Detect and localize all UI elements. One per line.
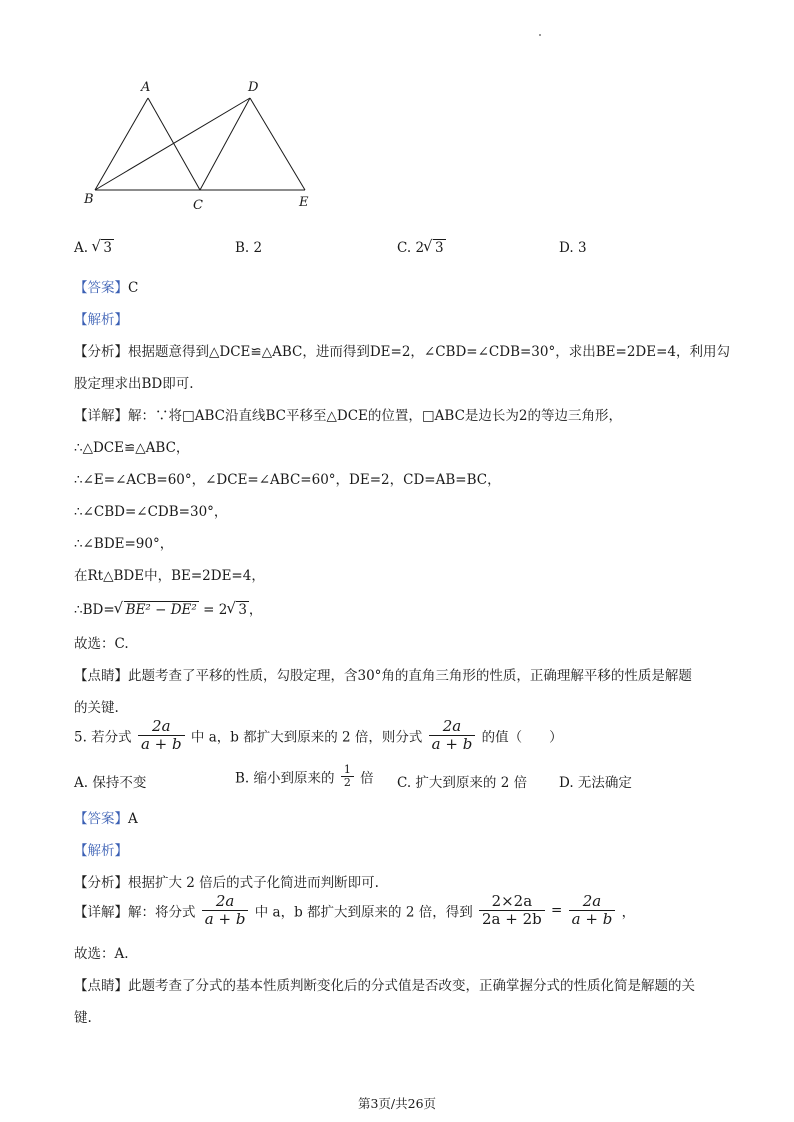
label-E: E bbox=[299, 195, 309, 210]
q5-option-a: A. 保持不变 bbox=[74, 775, 147, 791]
segment-AC bbox=[148, 98, 200, 190]
segment-CD bbox=[200, 98, 250, 190]
q5-comment-line2: 键. bbox=[74, 1010, 92, 1026]
q4-comment-line2: 的关键. bbox=[74, 700, 119, 716]
q5-detail: 【详解】解：将分式 $\frac{2a}{a + b}$ 中 a，b 都扩大到原来的 2 倍，得到 $\frac{2\times 2a}{2a + 2b}$ = $\frac{2a}{a + b}$ ， bbox=[74, 892, 636, 928]
segment-BD bbox=[95, 98, 250, 190]
q5-stem: 5. 若分式 $\frac{2a}{a + b}$ 中 a，b 都扩大到原来的 2 倍，则分式 $\frac{2a}{a + b}$ 的值（ ） bbox=[74, 717, 563, 753]
q5-analysis-tag: 【解析】 bbox=[74, 843, 128, 859]
segment-DE bbox=[250, 98, 305, 190]
q4-step4: ∴∠BDE=90°， bbox=[74, 536, 174, 552]
segment-BA bbox=[95, 98, 148, 190]
q5-comment-line1: 【点睛】此题考查了分式的基本性质判断变化后的分式值是否改变，正确掌握分式的性质化简是解题的关 bbox=[74, 978, 695, 994]
answer-tag: 【答案】 bbox=[74, 280, 128, 296]
page-footer: 第3页/共26页 bbox=[357, 1096, 437, 1111]
q5-option-b: B. 缩小到原来的 $\frac{1}{2}$ 倍 bbox=[235, 763, 374, 789]
q4-option-d: D. 3 bbox=[559, 240, 587, 256]
q5-option-d: D. 无法确定 bbox=[559, 775, 632, 791]
q4-answer: 【答案】C bbox=[74, 280, 139, 296]
label-C: C bbox=[193, 198, 203, 213]
q4-option-c: C. 2√ 3 bbox=[397, 240, 446, 256]
triangle-figure bbox=[0, 0, 794, 230]
q5-choose: 故选：A. bbox=[74, 946, 129, 962]
q4-step3: ∴∠CBD=∠CDB=30°， bbox=[74, 504, 228, 520]
label-D: D bbox=[248, 80, 259, 95]
q4-comment-line1: 【点睛】此题考查了平移的性质，勾股定理，含30°角的直角三角形的性质，正确理解平移的性质是解题 bbox=[74, 668, 692, 684]
q4-step1: ∴△DCE≌△ABC， bbox=[74, 440, 190, 456]
q5-option-c: C. 扩大到原来的 2 倍 bbox=[397, 775, 528, 791]
q4-step5: 在Rt△BDE中，BE=2DE=4， bbox=[74, 568, 265, 584]
q4-fenxi-line1: 【分析】根据题意得到△DCE≌△ABC，进而得到DE=2，∠CBD=∠CDB=30°，求出BE=2DE=4，利用勾 bbox=[74, 344, 730, 360]
q4-step6: ∴BD=√ BE² − DE² = 2√ 3 ， bbox=[74, 598, 262, 618]
q4-detail-line1: 【详解】解：∵将□ABC沿直线BC平移至△DCE的位置，□ABC是边长为2的等边三角形， bbox=[74, 408, 622, 424]
q4-analysis-tag: 【解析】 bbox=[74, 312, 128, 328]
q5-fenxi: 【分析】根据扩大 2 倍后的式子化简进而判断即可. bbox=[74, 875, 379, 891]
q4-choose: 故选：C. bbox=[74, 636, 129, 652]
q4-fenxi-line2: 股定理求出BD即可. bbox=[74, 376, 194, 392]
label-B: B bbox=[84, 192, 94, 207]
q4-option-b: B. 2 bbox=[235, 240, 263, 256]
q4-step2: ∴∠E=∠ACB=60°，∠DCE=∠ABC=60°，DE=2，CD=AB=BC， bbox=[74, 472, 501, 488]
label-A: A bbox=[141, 80, 151, 95]
q5-answer: 【答案】A bbox=[74, 811, 138, 827]
q4-option-a: A. √ 3 bbox=[74, 240, 114, 256]
